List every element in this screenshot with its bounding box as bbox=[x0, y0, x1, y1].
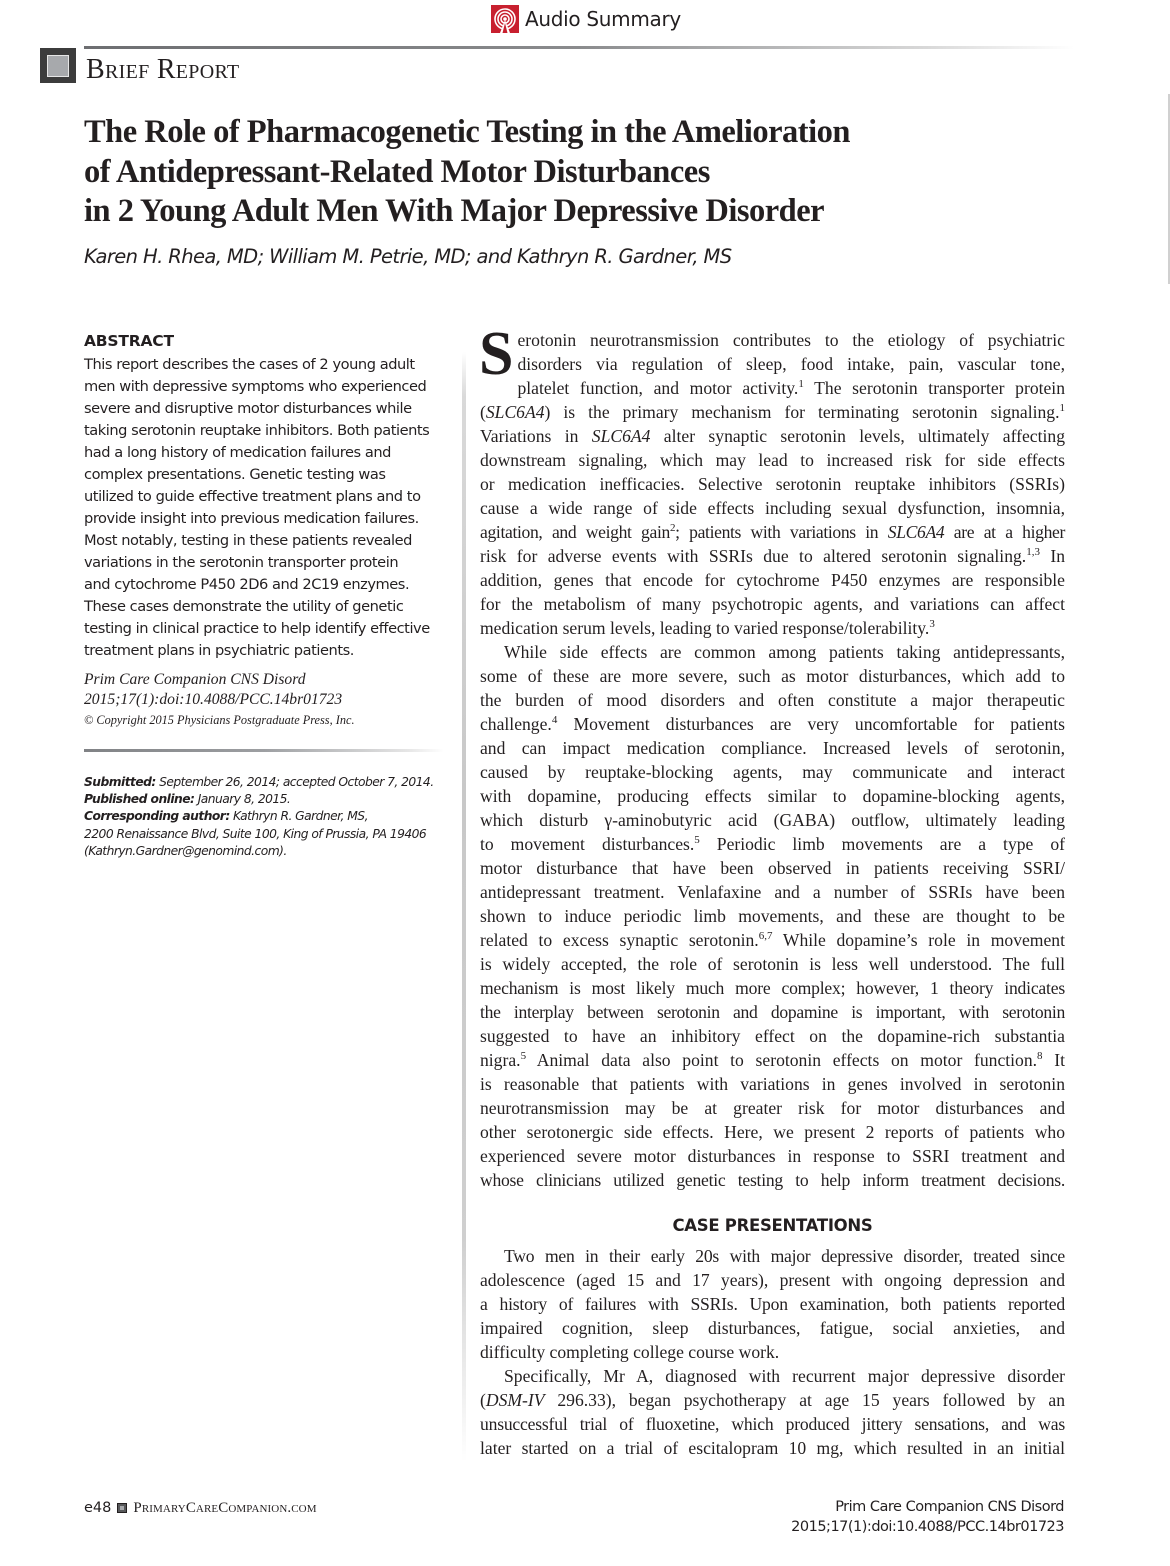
abstract-column bbox=[84, 331, 449, 860]
author-list: Karen H. Rhea, MD; William M. Petrie, MD; and Kathryn R. Gardner, MS bbox=[84, 245, 732, 268]
page-footer-left bbox=[84, 1498, 317, 1518]
text-line: caused by reuptake-blocking agents, may communicate and interact bbox=[480, 762, 1065, 782]
text-line: is reasonable that patients with variations in genes involved in serotonin bbox=[480, 1074, 1065, 1094]
text-line: agitation, and weight gain$^2$; patients with variations in SLC6A4 are at a higher bbox=[480, 522, 1065, 542]
text-line: experienced severe motor disturbances in response to SSRI treatment and bbox=[480, 1146, 1065, 1166]
copyright-notice: © Copyright 2015 Physicians Postgraduate Press, Inc. bbox=[84, 713, 355, 727]
text-line: Specifically, Mr A, diagnosed with recurrent major depressive disorder bbox=[504, 1366, 1065, 1386]
text-line: risk for adverse events with SSRIs due to altered serotonin signaling.$^{1,3}$ In bbox=[480, 546, 1065, 566]
text-line: for the metabolism of many psychotropic agents, and variations can affect bbox=[480, 594, 1065, 614]
reference-marker[interactable]: 1 bbox=[1059, 402, 1065, 415]
text-line: with dopamine, producing effects similar to dopamine-blocking agents, bbox=[480, 786, 1065, 806]
abstract-line: treatment plans in psychiatric patients. bbox=[84, 642, 354, 659]
text-line: and can impact medication compliance. Increased levels of serotonin, bbox=[480, 738, 1065, 758]
text-line: to movement disturbances.$^5$ Periodic limb movements are a type of bbox=[480, 834, 1066, 854]
author-email[interactable]: (Kathryn.Gardner@genomind.com). bbox=[84, 843, 287, 858]
reference-marker[interactable]: 8 bbox=[1037, 1050, 1043, 1063]
published-info bbox=[84, 791, 449, 808]
reference-marker[interactable]: 2 bbox=[669, 522, 676, 535]
abstract-line: and cytochrome P450 2D6 and 2C19 enzymes. bbox=[84, 576, 410, 593]
text-line: cause a wide range of side effects including sexual dysfunction, insomnia, bbox=[480, 498, 1065, 518]
text-line: adolescence (aged 15 and 17 years), present with ongoing depression and bbox=[480, 1270, 1065, 1290]
body-paragraph bbox=[479, 320, 1065, 640]
abstract-line: provide insight into previous medication failures. bbox=[84, 510, 419, 527]
text-line: (SLC6A4) is the primary mechanism for terminating serotonin signaling.$^1$ bbox=[480, 402, 1065, 422]
text-line: later started on a trial of escitalopram 10 mg, which resulted in an initial bbox=[480, 1438, 1065, 1458]
text-line: motor disturbance that have been observed in patients receiving SSRI/ bbox=[480, 858, 1065, 878]
body-paragraph bbox=[480, 640, 1065, 1192]
abstract-line: These cases demonstrate the utility of genetic bbox=[84, 598, 404, 615]
reference-marker[interactable]: 5 bbox=[520, 1050, 527, 1063]
text-line: shown to induce periodic limb movements, and these are thought to be bbox=[480, 906, 1065, 926]
text-line: (DSM-IV 296.33), began psychotherapy at age 15 years followed by an bbox=[480, 1390, 1065, 1410]
article-metadata bbox=[84, 774, 449, 860]
reference-marker[interactable]: 1,3 bbox=[1026, 546, 1040, 559]
body-paragraph bbox=[480, 1244, 1065, 1364]
footer-square-icon bbox=[117, 1503, 127, 1513]
text-line: difficulty completing college course work. bbox=[480, 1342, 780, 1362]
reference-marker[interactable]: 5 bbox=[694, 834, 700, 847]
article-title bbox=[84, 113, 984, 232]
text-line: platelet function, and motor activity.$^1$ The serotonin transporter protein bbox=[517, 378, 1065, 398]
abstract-heading: ABSTRACT bbox=[84, 332, 174, 350]
text-line: antidepressant treatment. Venlafaxine and a number of SSRIs have been bbox=[480, 882, 1065, 902]
abstract-line: complex presentations. Genetic testing was bbox=[84, 466, 386, 483]
title-line: in 2 Young Adult Men With Major Depressive Disorder bbox=[84, 193, 825, 229]
submitted-value: September 26, 2014; accepted October 7, 2014. bbox=[155, 775, 434, 789]
abstract-divider bbox=[84, 749, 444, 752]
submitted-info bbox=[84, 774, 449, 791]
body-column bbox=[479, 320, 1066, 1460]
citation-journal: Prim Care Companion CNS Disord bbox=[84, 671, 306, 688]
text-line: suggested to have an inhibitory effect on the dopamine-rich substantia bbox=[480, 1026, 1065, 1046]
abstract-line: severe and disruptive motor disturbances while bbox=[84, 400, 412, 417]
text-line: other serotonergic side effects. Here, we present 2 reports of patients who bbox=[480, 1122, 1065, 1142]
section-marker-icon bbox=[40, 48, 76, 83]
reference-marker[interactable]: 1 bbox=[798, 378, 804, 391]
text-line: disorders via regulation of sleep, food intake, pain, vascular tone, bbox=[517, 354, 1065, 374]
page-number: e48 bbox=[84, 1500, 112, 1516]
abstract-line: This report describes the cases of 2 young adult bbox=[84, 356, 415, 373]
abstract-text bbox=[84, 354, 449, 662]
reference-marker[interactable]: 4 bbox=[551, 714, 558, 727]
text-line: impaired cognition, sleep disturbances, fatigue, social anxieties, and bbox=[480, 1318, 1065, 1338]
text-line: While side effects are common among patients taking antidepressants, bbox=[504, 642, 1065, 662]
text-line: medication serum levels, leading to varied response/tolerability.$^3$ bbox=[480, 618, 935, 638]
audio-summary-label: Audio Summary bbox=[525, 7, 681, 31]
published-value: January 8, 2015. bbox=[194, 792, 291, 807]
footer-journal: Prim Care Companion CNS Disord bbox=[835, 1499, 1064, 1515]
audio-broadcast-icon bbox=[491, 5, 519, 33]
text-line: downstream signaling, which may lead to increased risk for side effects bbox=[480, 450, 1065, 470]
author-address: 2200 Renaissance Blvd, Suite 100, King of Prussia, PA 19406 bbox=[84, 826, 427, 841]
abstract-line: testing in clinical practice to help identify effective bbox=[84, 620, 430, 637]
body-paragraph bbox=[480, 1364, 1065, 1460]
text-line: unsuccessful trial of fluoxetine, which produced jittery sensations, and was bbox=[480, 1414, 1065, 1434]
corresponding-info bbox=[84, 808, 449, 825]
abstract-line: Most notably, testing in these patients revealed bbox=[84, 532, 412, 549]
footer-doi[interactable]: 2015;17(1):doi:10.4088/PCC.14br01723 bbox=[791, 1519, 1064, 1535]
text-line: mechanism is most likely much more complex; however, 1 theory indicates bbox=[480, 978, 1065, 998]
drop-cap: S bbox=[479, 320, 514, 388]
text-line: neurotransmission may be at greater risk for motor disturbances and bbox=[480, 1098, 1065, 1118]
citation bbox=[84, 670, 449, 710]
audio-summary-link[interactable] bbox=[491, 3, 681, 35]
abstract-line: men with depressive symptoms who experienced bbox=[84, 378, 427, 395]
abstract-line: taking serotonin reuptake inhibitors. Both patients bbox=[84, 422, 430, 439]
citation-doi[interactable]: 2015;17(1):doi:10.4088/PCC.14br01723 bbox=[84, 691, 343, 708]
header-rule bbox=[84, 46, 1074, 49]
column-divider bbox=[462, 352, 466, 1462]
section-label: Brief Report bbox=[86, 54, 240, 85]
submitted-label: Submitted: bbox=[84, 775, 156, 789]
text-line: is widely accepted, the role of serotonin is less well understood. The full bbox=[480, 954, 1065, 974]
text-line: the interplay between serotonin and dopamine is important, with serotonin bbox=[480, 1002, 1065, 1022]
corresponding-label: Corresponding author: bbox=[84, 809, 230, 824]
title-line: of Antidepressant-Related Motor Disturbances bbox=[84, 153, 710, 190]
section-heading: CASE PRESENTATIONS bbox=[672, 1216, 873, 1235]
text-line: which disturb γ-aminobutyric acid (GABA) outflow, ultimately leading bbox=[480, 810, 1065, 830]
reference-marker[interactable]: 3 bbox=[929, 618, 935, 631]
text-line: some of these are more severe, such as motor disturbances, which add to bbox=[480, 666, 1065, 686]
page-footer-right bbox=[791, 1497, 1064, 1537]
abstract-line: had a long history of medication failures and bbox=[84, 444, 391, 461]
title-line: The Role of Pharmacogenetic Testing in the Amelioration bbox=[84, 114, 850, 150]
text-line: whose clinicians utilized genetic testing to help inform treatment decisions. bbox=[480, 1170, 1065, 1190]
text-line: related to excess synaptic serotonin.$^{6,7}$ While dopamine’s role in movement bbox=[480, 930, 1065, 950]
published-label: Published online: bbox=[84, 792, 195, 807]
text-line: a history of failures with SSRIs. Upon examination, both patients reported bbox=[480, 1294, 1065, 1314]
text-line: the burden of mood disorders and often constitute a major therapeutic bbox=[480, 690, 1065, 710]
abstract-line: variations in the serotonin transporter protein bbox=[84, 554, 399, 571]
text-line: Variations in SLC6A4 alter synaptic serotonin levels, ultimately affecting bbox=[480, 426, 1065, 446]
corresponding-value: Kathryn R. Gardner, MS, bbox=[229, 809, 368, 824]
site-link[interactable]: PrimaryCareCompanion.com bbox=[133, 1500, 317, 1516]
reference-marker[interactable]: 6,7 bbox=[758, 930, 773, 943]
text-line: erotonin neurotransmission contributes to the etiology of psychiatric bbox=[517, 330, 1065, 350]
text-line: nigra.$^5$ Animal data also point to serotonin effects on motor function.$^8$ It bbox=[480, 1050, 1065, 1070]
text-line: addition, genes that encode for cytochrome P450 enzymes are responsible bbox=[480, 570, 1065, 590]
text-line: or medication inefficacies. Selective serotonin reuptake inhibitors (SSRIs) bbox=[480, 474, 1065, 494]
text-line: Two men in their early 20s with major depressive disorder, treated since bbox=[504, 1246, 1065, 1266]
text-line: challenge.$^4$ Movement disturbances are very uncomfortable for patients bbox=[480, 714, 1065, 734]
abstract-line: utilized to guide effective treatment plans and to bbox=[84, 488, 421, 505]
